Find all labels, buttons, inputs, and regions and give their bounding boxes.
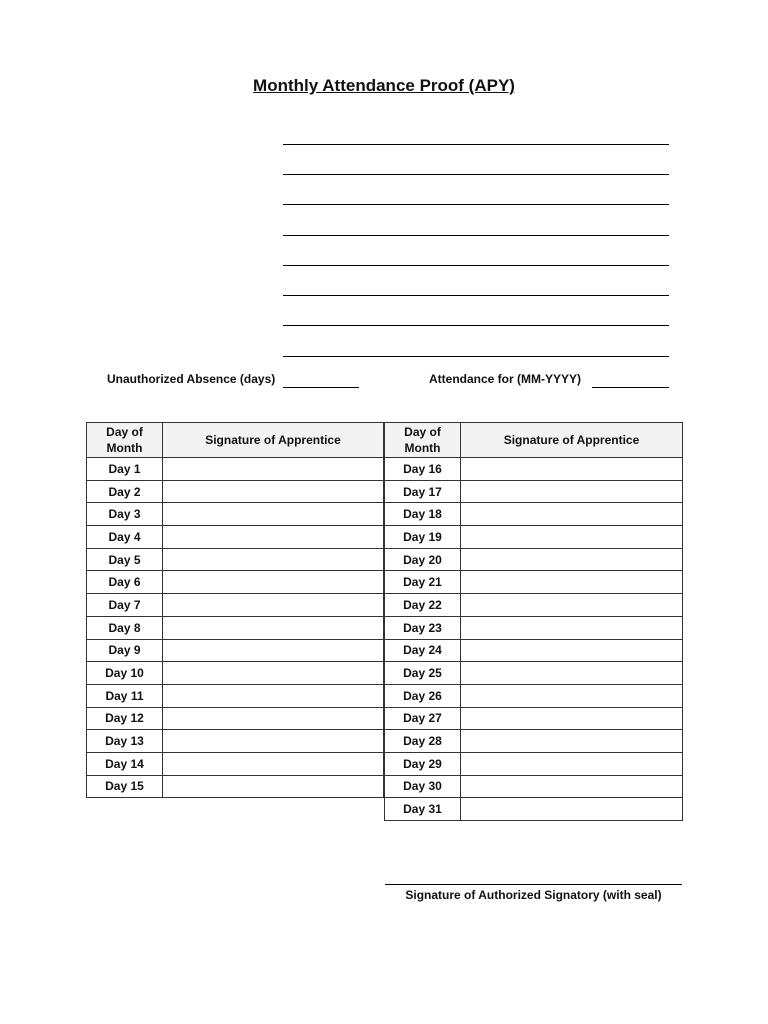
signature-cell[interactable]	[163, 730, 384, 753]
day-cell: Day 31	[385, 798, 461, 821]
table-row	[385, 662, 683, 685]
day-of-month-header	[87, 423, 163, 458]
signature-cell[interactable]	[163, 662, 384, 685]
establishment-name-input[interactable]	[283, 295, 669, 296]
table-row	[87, 571, 384, 594]
attendance-for-input[interactable]	[592, 387, 669, 388]
signature-cell[interactable]	[461, 639, 683, 662]
signature-cell[interactable]	[163, 684, 384, 707]
signature-cell[interactable]	[461, 752, 683, 775]
table-row	[385, 775, 683, 798]
day-cell: Day 24	[385, 639, 461, 662]
unauthorized-absence-input[interactable]	[283, 387, 359, 388]
signature-cell[interactable]	[461, 730, 683, 753]
attendance-table-left	[86, 422, 384, 798]
signature-cell[interactable]	[461, 480, 683, 503]
table-row	[87, 684, 384, 707]
signature-cell[interactable]	[163, 458, 384, 481]
table-header-row	[87, 423, 384, 458]
signature-cell[interactable]	[163, 480, 384, 503]
signature-cell[interactable]	[461, 662, 683, 685]
signature-cell[interactable]	[163, 503, 384, 526]
table-row	[87, 752, 384, 775]
day-cell: Day 4	[87, 526, 163, 549]
table-row	[385, 752, 683, 775]
signature-cell[interactable]	[461, 798, 683, 821]
table-row	[87, 662, 384, 685]
day-cell: Day 13	[87, 730, 163, 753]
signature-cell[interactable]	[163, 775, 384, 798]
table-row	[385, 684, 683, 707]
day-cell: Day 23	[385, 616, 461, 639]
day-cell: Day 6	[87, 571, 163, 594]
day-cell: Day 1	[87, 458, 163, 481]
day-cell: Day 26	[385, 684, 461, 707]
signature-header: Signature of Apprentice	[163, 423, 384, 458]
district-state-input[interactable]	[283, 356, 669, 357]
signature-cell[interactable]	[163, 616, 384, 639]
day-cell: Day 19	[385, 526, 461, 549]
signature-cell[interactable]	[163, 752, 384, 775]
signature-cell[interactable]	[461, 707, 683, 730]
table-row	[87, 730, 384, 753]
table-row	[87, 526, 384, 549]
apprentice-reg-no-input[interactable]	[283, 144, 669, 145]
day-cell: Day 20	[385, 548, 461, 571]
authorized-signatory-label: Signature of Authorized Signatory (with seal)	[405, 888, 662, 902]
table-row	[385, 480, 683, 503]
signature-cell[interactable]	[461, 548, 683, 571]
day-of-month-header	[385, 423, 461, 458]
table-row	[385, 730, 683, 753]
signature-cell[interactable]	[461, 684, 683, 707]
table-row	[385, 639, 683, 662]
signature-header: Signature of Apprentice	[461, 423, 683, 458]
header-line: Day of	[404, 425, 441, 439]
signature-cell[interactable]	[461, 503, 683, 526]
table-row	[385, 616, 683, 639]
table-row	[87, 639, 384, 662]
table-header-row	[385, 423, 683, 458]
header-line: Day of	[106, 425, 143, 439]
table-row	[87, 548, 384, 571]
day-cell: Day 16	[385, 458, 461, 481]
table-row	[87, 503, 384, 526]
attendance-table-right	[384, 422, 683, 821]
day-cell: Day 28	[385, 730, 461, 753]
table-row	[385, 458, 683, 481]
signature-cell[interactable]	[461, 458, 683, 481]
signature-cell[interactable]	[461, 526, 683, 549]
signature-cell[interactable]	[461, 775, 683, 798]
day-cell: Day 11	[87, 684, 163, 707]
signature-cell[interactable]	[163, 594, 384, 617]
table-row	[385, 526, 683, 549]
day-cell: Day 15	[87, 775, 163, 798]
establishment-address-input[interactable]	[283, 325, 669, 326]
unauthorized-absence-label: Unauthorized Absence (days)	[107, 372, 276, 386]
table-row	[385, 707, 683, 730]
signature-cell[interactable]	[461, 571, 683, 594]
header-line: Month	[106, 441, 143, 455]
day-cell: Day 12	[87, 707, 163, 730]
table-row	[385, 798, 683, 821]
apprentice-name-input[interactable]	[283, 174, 669, 175]
authorized-signature-line[interactable]	[385, 884, 682, 885]
day-cell: Day 22	[385, 594, 461, 617]
day-cell: Day 3	[87, 503, 163, 526]
table-row	[87, 594, 384, 617]
table-row	[87, 775, 384, 798]
day-cell: Day 7	[87, 594, 163, 617]
signature-cell[interactable]	[461, 594, 683, 617]
signature-cell[interactable]	[163, 548, 384, 571]
header-line: Month	[404, 441, 441, 455]
signature-cell[interactable]	[163, 526, 384, 549]
day-cell: Day 18	[385, 503, 461, 526]
day-cell: Day 5	[87, 548, 163, 571]
day-cell: Day 30	[385, 775, 461, 798]
attendance-for-label: Attendance for (MM-YYYY)	[429, 372, 582, 386]
guardian-name-input[interactable]	[283, 204, 669, 205]
day-cell: Day 27	[385, 707, 461, 730]
signature-cell[interactable]	[163, 707, 384, 730]
table-row	[87, 458, 384, 481]
page-title: Monthly Attendance Proof (APY)	[253, 76, 515, 95]
contract-reg-no-input[interactable]	[283, 235, 669, 236]
day-cell: Day 29	[385, 752, 461, 775]
table-row	[87, 616, 384, 639]
day-cell: Day 25	[385, 662, 461, 685]
table-row	[385, 594, 683, 617]
table-row	[87, 480, 384, 503]
day-cell: Day 21	[385, 571, 461, 594]
signature-cell[interactable]	[461, 616, 683, 639]
establishment-reg-no-input[interactable]	[283, 265, 669, 266]
day-cell: Day 17	[385, 480, 461, 503]
table-row	[385, 503, 683, 526]
signature-cell[interactable]	[163, 639, 384, 662]
table-row	[385, 548, 683, 571]
signature-cell[interactable]	[163, 571, 384, 594]
day-cell: Day 2	[87, 480, 163, 503]
table-row	[87, 707, 384, 730]
day-cell: Day 8	[87, 616, 163, 639]
day-cell: Day 14	[87, 752, 163, 775]
day-cell: Day 10	[87, 662, 163, 685]
day-cell: Day 9	[87, 639, 163, 662]
table-row	[385, 571, 683, 594]
